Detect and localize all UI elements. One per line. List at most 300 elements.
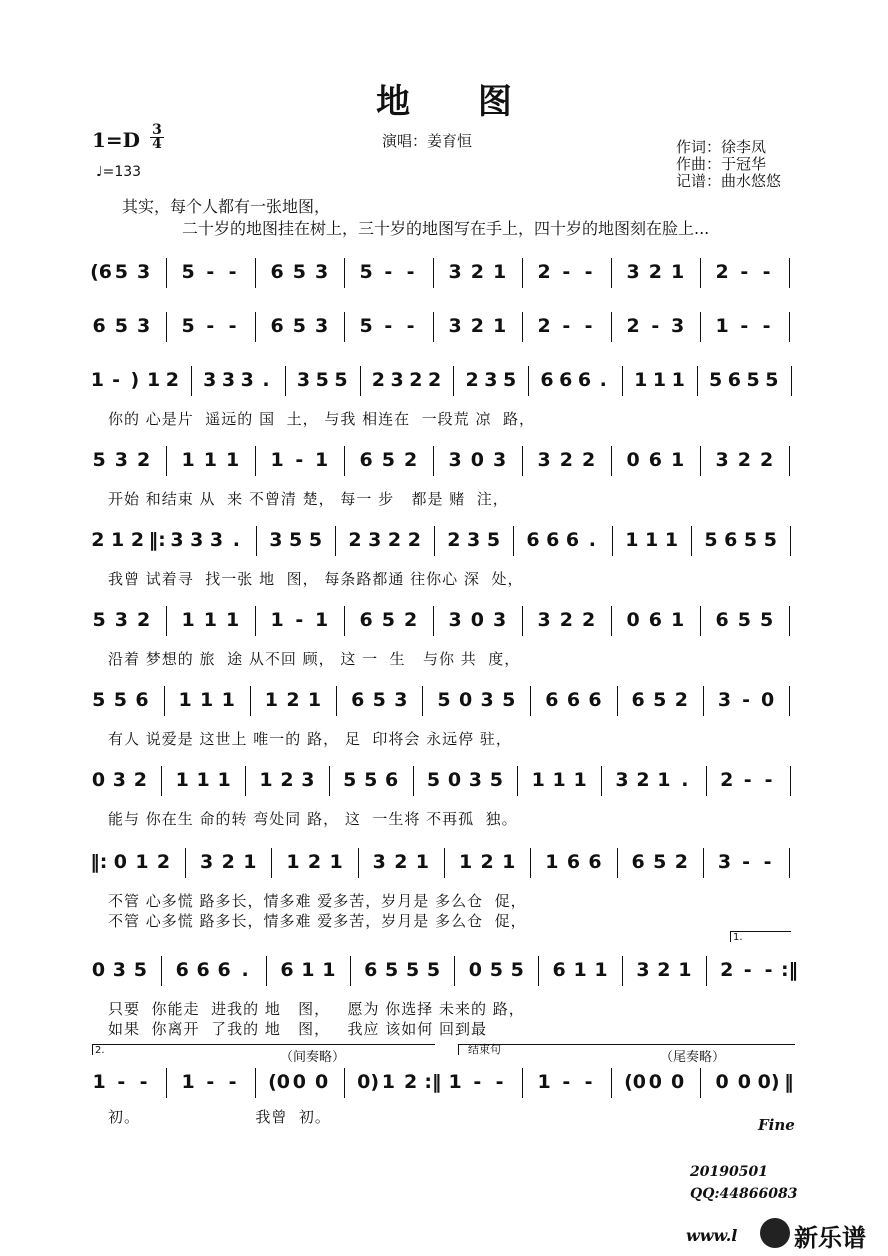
- note: 5: [308, 529, 323, 551]
- barline: [344, 606, 345, 636]
- barline: [336, 686, 337, 716]
- barline: [255, 258, 256, 288]
- note: 2: [559, 449, 573, 471]
- note: 6: [270, 315, 284, 337]
- note: 0: [626, 609, 640, 631]
- barline: [250, 686, 251, 716]
- fine-mark: Fine: [758, 1116, 795, 1134]
- note: 1: [111, 529, 125, 551]
- note: 1: [181, 1071, 195, 1093]
- barline: [350, 956, 351, 986]
- barline: [344, 446, 345, 476]
- staff-line: [88, 604, 800, 636]
- staff-line: [88, 764, 800, 796]
- barline: [700, 1068, 701, 1098]
- note: 3: [315, 315, 329, 337]
- note: 1: [671, 369, 685, 391]
- date-stamp: 20190501: [690, 1164, 768, 1180]
- barline: [271, 848, 272, 878]
- barline: [185, 848, 186, 878]
- note: 3: [467, 529, 481, 551]
- barline: [255, 446, 256, 476]
- barline: [789, 848, 790, 878]
- notation-symbol: -: [295, 609, 304, 631]
- note: 6: [270, 261, 284, 283]
- notation-symbol: -: [762, 315, 771, 337]
- note: 0: [761, 689, 775, 711]
- notation-symbol: .: [262, 369, 270, 391]
- barline: [191, 366, 192, 396]
- note: 1: [178, 689, 192, 711]
- note: 6: [577, 369, 592, 391]
- barline: [617, 686, 618, 716]
- barline: [344, 1068, 345, 1098]
- note: 3: [394, 689, 408, 711]
- barline: [513, 526, 514, 556]
- note: 1: [181, 609, 195, 631]
- note: 1: [270, 609, 284, 631]
- notation-symbol: .: [599, 369, 607, 391]
- note: 6: [566, 851, 581, 873]
- note: 2: [286, 689, 300, 711]
- time-signature-top: 3: [152, 122, 162, 138]
- outro-note: （尾奏略）: [660, 1050, 726, 1065]
- song-title: 地 图: [376, 82, 540, 122]
- note: 3: [717, 689, 732, 711]
- note: 0: [626, 449, 640, 471]
- note: 5: [181, 315, 195, 337]
- notation-symbol: (0: [624, 1071, 647, 1093]
- barline: [611, 258, 612, 288]
- note: 5: [502, 369, 517, 391]
- note: 6: [175, 959, 189, 981]
- time-signature-bottom: 4: [152, 136, 162, 152]
- note: 1: [671, 261, 685, 283]
- note: 2: [371, 369, 386, 391]
- note: 1: [671, 609, 685, 631]
- note: 2: [404, 1071, 418, 1093]
- notation-symbol: -: [112, 369, 121, 391]
- notation-symbol: -: [740, 261, 749, 283]
- barline: [522, 446, 523, 476]
- note: 2: [559, 609, 573, 631]
- note: 2: [156, 851, 171, 873]
- note: 3: [493, 609, 507, 631]
- note: 2: [657, 959, 671, 981]
- notation-symbol: ‖: [784, 1071, 794, 1093]
- note: 2: [348, 529, 362, 551]
- barline: [522, 312, 523, 342]
- note: 2: [404, 449, 418, 471]
- barline: [413, 766, 414, 796]
- note: 3: [315, 261, 329, 283]
- notation-symbol: 0): [757, 1071, 780, 1093]
- note: 0: [91, 769, 106, 791]
- note: 1: [381, 1071, 395, 1093]
- barline: [166, 606, 167, 636]
- note: 1: [259, 769, 273, 791]
- volta-1: 1.: [730, 931, 791, 942]
- transcriber-credit: 记谱：曲水悠悠: [676, 172, 782, 190]
- notation-symbol: -: [117, 1071, 126, 1093]
- note: 5: [765, 369, 779, 391]
- note: 5: [486, 529, 501, 551]
- note: 0: [715, 1071, 729, 1093]
- lyric-line: 如果 你离开 了我的 地 图， 我应 该如何 回到最: [108, 1020, 487, 1038]
- note: 3: [717, 851, 732, 873]
- note: 5: [114, 261, 128, 283]
- notation-symbol: .: [681, 769, 689, 791]
- note: 2: [447, 529, 461, 551]
- barline: [166, 258, 167, 288]
- notation-symbol: -: [228, 1071, 237, 1093]
- barline: [611, 606, 612, 636]
- note: 5: [381, 449, 395, 471]
- notation-symbol: -: [562, 261, 571, 283]
- note: 1: [594, 959, 608, 981]
- barline: [622, 366, 623, 396]
- note: 6: [648, 449, 662, 471]
- barline: [622, 956, 623, 986]
- barline: [530, 686, 531, 716]
- note: 3: [269, 529, 283, 551]
- note: 0: [671, 1071, 685, 1093]
- note: 6: [724, 529, 738, 551]
- note: 5: [92, 449, 106, 471]
- note: 3: [203, 369, 217, 391]
- barline: [789, 686, 790, 716]
- note: 0: [648, 1071, 662, 1093]
- note: 5: [426, 769, 441, 791]
- barline: [164, 686, 165, 716]
- note: 1: [181, 449, 195, 471]
- lyric-line: 只要 你能走 进我的 地 图， 愿为 你选择 未来的 路，: [108, 1000, 525, 1018]
- barline: [790, 526, 791, 556]
- note: 5: [704, 529, 718, 551]
- logo-disc-icon: [760, 1218, 790, 1248]
- note: 6: [196, 959, 210, 981]
- barline: [434, 526, 435, 556]
- notation-symbol: -: [562, 315, 571, 337]
- note: 3: [221, 369, 236, 391]
- barline: [700, 258, 701, 288]
- note: 2: [737, 449, 751, 471]
- note: 5: [92, 609, 106, 631]
- note: 1: [573, 959, 587, 981]
- note: 3: [296, 369, 311, 391]
- lyric-line: 开始 和结束 从 来 不曾清 楚， 每一 步 都是 赌 注，: [108, 490, 509, 508]
- note: 6: [359, 609, 373, 631]
- note: 2: [307, 851, 322, 873]
- note: 1: [146, 369, 161, 391]
- note: 1: [221, 689, 235, 711]
- note: 1: [307, 689, 322, 711]
- note: 3: [493, 449, 507, 471]
- staff-line: [88, 1066, 800, 1098]
- note: 1: [657, 769, 671, 791]
- note: 6: [631, 851, 645, 873]
- note: 3: [615, 769, 629, 791]
- lyric-line: 能与 你在生 命的转 弯处同 路， 这 一生将 不再孤 独。: [108, 810, 518, 828]
- note: 1: [664, 529, 679, 551]
- note: 6: [280, 959, 294, 981]
- lyric-line: 不管 心多慌 路多长，情多难 爱多苦，岁月是 多么仓 促，: [108, 892, 527, 910]
- barline: [433, 606, 434, 636]
- note: 2: [470, 315, 484, 337]
- note: 2: [91, 529, 105, 551]
- note: 2: [404, 609, 418, 631]
- note: 3: [209, 529, 224, 551]
- note: 2: [133, 769, 147, 791]
- note: 1: [286, 851, 300, 873]
- notation-symbol: :‖: [780, 959, 799, 981]
- note: 5: [315, 369, 329, 391]
- note: 3: [448, 315, 462, 337]
- note: 1: [217, 769, 231, 791]
- barline: [617, 848, 618, 878]
- barline: [433, 446, 434, 476]
- note: 1: [264, 689, 278, 711]
- note: 6: [135, 689, 149, 711]
- note: 3: [301, 769, 315, 791]
- barline: [344, 312, 345, 342]
- note: 2: [394, 851, 408, 873]
- note: 2: [221, 851, 235, 873]
- ending-label: 结束句: [468, 1043, 501, 1056]
- barline: [335, 526, 336, 556]
- note: 2: [387, 529, 402, 551]
- note: 1: [135, 851, 149, 873]
- note: 2: [165, 369, 179, 391]
- barline: [166, 312, 167, 342]
- note: 6: [566, 689, 581, 711]
- note: 3: [448, 261, 462, 283]
- note: 6: [715, 609, 729, 631]
- note: 6: [648, 609, 662, 631]
- barline: [790, 766, 791, 796]
- note: 6: [217, 959, 231, 981]
- lyric-line: 初。 我曾 初。: [108, 1108, 331, 1126]
- note: 2: [130, 529, 145, 551]
- barline: [161, 766, 162, 796]
- notation-symbol: -: [406, 261, 415, 283]
- barline: [611, 1068, 612, 1098]
- staff-line: [88, 954, 800, 986]
- note: 6: [92, 315, 106, 337]
- notation-symbol: .: [232, 529, 240, 551]
- notation-symbol: :‖: [424, 1071, 442, 1093]
- barline: [611, 312, 612, 342]
- lyric-line: 不管 心多慌 路多长，情多难 爱多苦，岁月是 多么仓 促，: [108, 912, 527, 930]
- note: 6: [546, 529, 560, 551]
- note: 1: [415, 851, 430, 873]
- note: 3: [537, 449, 551, 471]
- note: 1: [545, 851, 559, 873]
- barline: [789, 446, 790, 476]
- note: 6: [588, 689, 602, 711]
- note: 3: [190, 529, 204, 551]
- barline: [256, 526, 257, 556]
- note: 5: [364, 769, 378, 791]
- notation-symbol: -: [562, 1071, 571, 1093]
- barline: [444, 848, 445, 878]
- notation-symbol: -: [384, 315, 393, 337]
- note: 0: [470, 609, 484, 631]
- note: 5: [746, 369, 760, 391]
- barline: [700, 312, 701, 342]
- note: 2: [537, 261, 551, 283]
- barline: [517, 766, 518, 796]
- notation-symbol: -: [584, 315, 593, 337]
- notation-symbol: .: [241, 959, 249, 981]
- note: 2: [280, 769, 294, 791]
- note: 5: [405, 959, 420, 981]
- notation-symbol: -: [740, 315, 749, 337]
- notation-symbol: -: [584, 1071, 593, 1093]
- note: 1: [652, 369, 667, 391]
- note: 3: [448, 609, 462, 631]
- note: 5: [289, 529, 303, 551]
- notation-symbol: 0): [357, 1071, 380, 1093]
- note: 3: [484, 369, 498, 391]
- note: 3: [715, 449, 729, 471]
- barline: [691, 526, 692, 556]
- note: 3: [137, 261, 151, 283]
- note: 5: [133, 959, 147, 981]
- note: 2: [137, 609, 151, 631]
- note: 1: [448, 1071, 462, 1093]
- note: 1: [329, 851, 343, 873]
- notation-symbol: -: [742, 689, 750, 711]
- note: 2: [674, 851, 688, 873]
- barline: [360, 366, 361, 396]
- note: 5: [343, 769, 357, 791]
- barline: [522, 606, 523, 636]
- barline: [789, 258, 790, 288]
- notation-symbol: -: [228, 315, 237, 337]
- time-signature: [150, 124, 164, 151]
- notation-symbol: -: [651, 315, 660, 337]
- note: 2: [720, 769, 734, 791]
- staff-line: [88, 846, 800, 878]
- note: 2: [674, 689, 688, 711]
- note: 2: [409, 369, 423, 391]
- note: 6: [359, 449, 373, 471]
- note: 5: [359, 261, 373, 283]
- staff-line: [88, 256, 800, 288]
- note: 1: [537, 1071, 551, 1093]
- barline: [422, 686, 423, 716]
- note: 5: [743, 529, 758, 551]
- note: 2: [582, 449, 596, 471]
- note: 5: [437, 689, 451, 711]
- note: 2: [480, 851, 494, 873]
- note: 1: [90, 369, 104, 391]
- note: 2: [537, 315, 551, 337]
- barline: [789, 606, 790, 636]
- note: 1: [671, 449, 685, 471]
- staff-line: [88, 364, 800, 396]
- note: 1: [573, 769, 587, 791]
- interlude-note: （间奏略）: [280, 1050, 346, 1065]
- note: 6: [552, 959, 566, 981]
- note: 5: [334, 369, 348, 391]
- notation-symbol: -: [584, 261, 593, 283]
- notation-symbol: -: [742, 851, 750, 873]
- note: 1: [552, 769, 566, 791]
- note: 5: [653, 851, 667, 873]
- logo-text: 新乐谱: [794, 1224, 866, 1252]
- lyric-line: 你的 心是片 遥远的 国 土， 与我 相连在 一段荒 凉 路，: [108, 410, 535, 428]
- intro-text-line-2: 二十岁的地图挂在树上，三十岁的地图写在手上，四十岁的地图刻在脸上...: [182, 219, 710, 238]
- note: 2: [428, 369, 442, 391]
- barline: [285, 366, 286, 396]
- note: 1: [301, 959, 315, 981]
- note: 0: [315, 1071, 329, 1093]
- note: 1: [502, 851, 516, 873]
- note: 3: [671, 315, 685, 337]
- note: 2: [137, 449, 151, 471]
- notation-symbol: -: [384, 261, 393, 283]
- barline: [255, 312, 256, 342]
- note: 3: [137, 315, 151, 337]
- note: 1: [226, 609, 240, 631]
- note: 1: [196, 769, 210, 791]
- note: 6: [364, 959, 378, 981]
- note: 2: [760, 449, 774, 471]
- note: 3: [114, 609, 128, 631]
- note: 1: [678, 959, 692, 981]
- note: 5: [737, 609, 751, 631]
- note: 1: [634, 369, 648, 391]
- barline: [697, 366, 698, 396]
- note: 6: [351, 689, 365, 711]
- note: 2: [465, 369, 479, 391]
- barline: [161, 956, 162, 986]
- lyric-line: 我曾 试着寻 找一张 地 图， 每条路都通 往你心 深 处，: [108, 570, 524, 588]
- note: 3: [390, 369, 404, 391]
- note: 1: [493, 315, 507, 337]
- barline: [703, 686, 704, 716]
- note: 1: [175, 769, 189, 791]
- note: 0: [458, 689, 473, 711]
- barline: [266, 956, 267, 986]
- note: 3: [112, 959, 127, 981]
- barline: [611, 446, 612, 476]
- note: 1: [92, 1071, 106, 1093]
- note: 5: [381, 609, 395, 631]
- note: 1: [226, 449, 240, 471]
- notation-symbol: -: [764, 959, 773, 981]
- note: 5: [114, 315, 128, 337]
- note: 6: [540, 369, 554, 391]
- note: 6: [727, 369, 742, 391]
- note: 5: [653, 689, 667, 711]
- barline: [358, 848, 359, 878]
- note: 5: [92, 689, 106, 711]
- volta-2: 2.: [92, 1044, 435, 1055]
- lyricist-credit: 作词：徐李凤: [676, 138, 767, 156]
- note: 1: [243, 851, 257, 873]
- notation-symbol: -: [206, 261, 215, 283]
- singer-credit: 演唱：姜育恒: [382, 132, 473, 150]
- note: 5: [426, 959, 441, 981]
- note: 6: [565, 529, 580, 551]
- barline: [706, 956, 707, 986]
- notation-symbol: -: [206, 1071, 215, 1093]
- note: 1: [203, 449, 217, 471]
- notation-symbol: (0: [268, 1071, 291, 1093]
